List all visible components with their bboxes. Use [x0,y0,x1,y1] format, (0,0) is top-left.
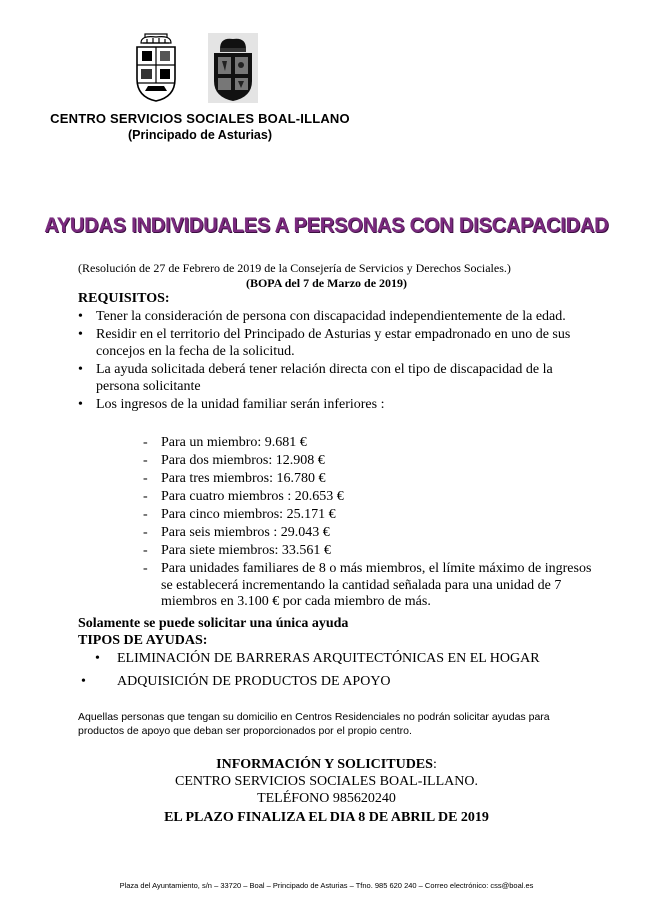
income-limit-item: - Para unidades familiares de 8 o más miembros, el límite máximo de ingresos se establecerá incrementando la cantidad señalada para una unidad de 7 miembros en 3.100 € por cada miembro de más. [143,561,592,609]
requisito-item: • Los ingresos de la unidad familiar serán inferiores : [78,397,385,413]
dash-marker: - [143,471,148,486]
requisitos-list [78,309,590,415]
bopa-reference: (BOPA del 7 de Marzo de 2019) [245,276,408,290]
income-limit-item: - Para siete miembros: 33.561 € [143,543,331,558]
tipos-list [81,651,587,690]
info-phone: TELÉFONO 985620240 [257,791,396,806]
requisito-item: • Tener la consideración de persona con discapacidad independientemente de la edad. [78,309,566,324]
bullet-icon: • [78,309,83,324]
tipo-item: • ELIMINACIÓN DE BARRERAS ARQUITECTÓNICAS EN EL HOGAR [95,651,540,666]
bullet-icon: • [78,327,83,343]
bullet-icon: • [78,362,83,378]
information-block [0,756,653,826]
dash-marker: - [143,435,148,450]
bullet-icon: • [81,673,86,689]
dash-marker: - [143,453,148,468]
requisito-item: • La ayuda solicitada deberá tener relación directa con el tipo de discapacidad de la persona solicitante [78,362,553,394]
boal-coat-of-arms-logo [131,33,181,103]
income-limit-item: - Para un miembro: 9.681 € [143,435,307,450]
dash-marker: - [143,489,148,504]
footer-address: Plaza del Ayuntamiento, s/n – 33720 – Boal – Principado de Asturias – Tfno. 985 620 240 – Correo electrónico: css@boal.es [119,881,534,890]
dash-marker: - [143,525,148,540]
income-limit-item: - Para cuatro miembros : 20.653 € [143,489,344,504]
income-limits-list [143,435,593,612]
deadline-notice: EL PLAZO FINALIZA EL DIA 8 DE ABRIL DE 2019 [164,810,489,825]
dash-marker: - [143,543,148,558]
single-request-note: Solamente se puede solicitar una única ayuda [78,616,349,631]
org-name: CENTRO SERVICIOS SOCIALES BOAL-ILLANO [50,111,350,126]
requisitos-heading: REQUISITOS: [78,291,170,306]
page-title: AYUDAS INDIVIDUALES A PERSONAS CON DISCAPACIDAD [44,213,609,237]
income-limit-item: - Para cinco miembros: 25.171 € [143,507,336,522]
tipo-item: • ADQUISICIÓN DE PRODUCTOS DE APOYO [81,673,391,689]
asturias-coat-of-arms-logo [208,33,258,103]
residential-note: Aquellas personas que tengan su domicilio en Centros Residenciales no podrán solicitar ayudas para productos de apoyo que deban ser proporcionados por el propio centro. [78,711,550,737]
info-heading-line [0,756,653,773]
income-limit-item: - Para seis miembros : 29.043 € [143,525,330,540]
info-center: CENTRO SERVICIOS SOCIALES BOAL-ILLANO. [175,774,478,789]
bullet-icon: • [78,397,83,413]
tipos-heading: TIPOS DE AYUDAS: [78,633,208,648]
org-region: (Principado de Asturias) [127,128,272,142]
income-limit-item: - Para tres miembros: 16.780 € [143,471,326,486]
info-heading: INFORMACIÓN Y SOLICITUDES [216,757,433,772]
requisito-item: • Residir en el territorio del Principado de Asturias y estar empadronado en uno de sus concejos en la fecha de la solicitud. [78,327,571,359]
resolution-reference: (Resolución de 27 de Febrero de 2019 de la Consejería de Servicios y Derechos Sociales.) [78,261,511,275]
organization-header [0,111,400,143]
info-heading-colon: : [432,757,437,772]
dash-marker: - [143,561,148,576]
bullet-icon: • [95,651,100,666]
income-limit-item: - Para dos miembros: 12.908 € [143,453,325,468]
dash-marker: - [143,507,148,522]
